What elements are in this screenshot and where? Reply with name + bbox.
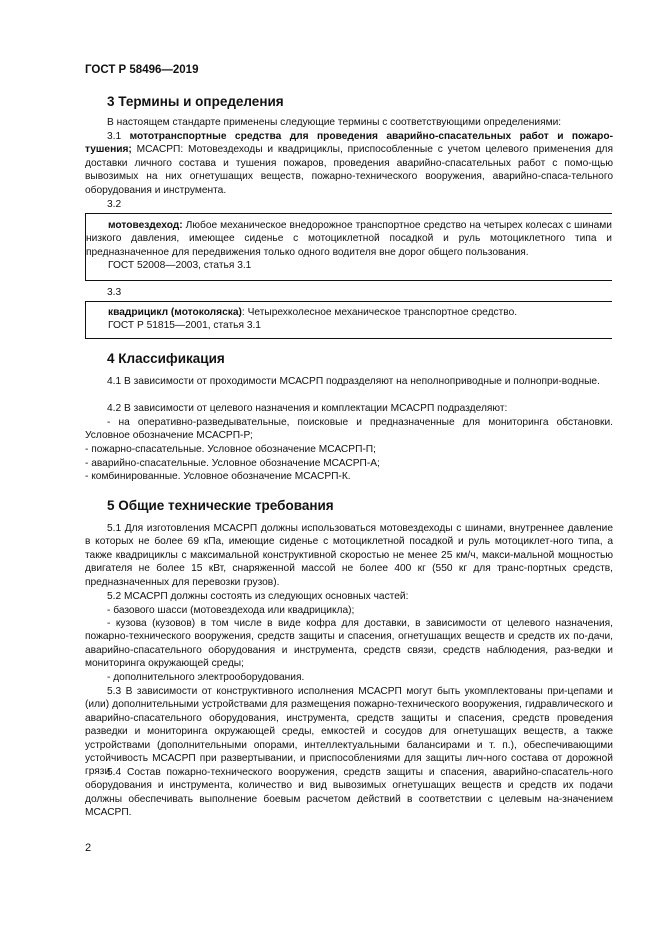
section-3-intro: В настоящем стандарте применены следующие термины с соответствующими определениями:: [107, 117, 562, 128]
term-3-1: [85, 130, 613, 197]
section-4-p1: 4.1 В зависимости от проходимости МСАСРП подразделяют на неполноприводные и полнопри-водные.: [107, 376, 600, 387]
section-5-list-3: - дополнительного электрооборудования.: [107, 672, 305, 683]
section-3-title: 3 Термины и определения: [107, 94, 284, 109]
term-3-2-box: [85, 213, 612, 281]
term-3-2-source: ГОСТ 52008—2003, статья 3.1: [108, 260, 252, 272]
term-3-1-definition: МСАСРП: Мотовездеходы и квадрициклы, приспособленные с учетом целевого применения для доставки личного состава и тушения пожаров, проведения аварийно-спасательных работ с помо-щью вывозимых на них огнетушащих веществ, пожарно-технического вооружения, аварийно-спаса-тельного оборудования и инструмента.: [85, 144, 613, 196]
section-4-p2: 4.2 В зависимости от целевого назначения и комплектации МСАСРП подразделяют:: [107, 403, 508, 414]
section-4-title: 4 Классификация: [107, 351, 225, 366]
section-5-list-2: - кузова (кузовов) в том числе в виде кофра для доставки, в зависимости от целевого назначения, пожарно-технического вооружения, средств защиты и спасения, огнетушащих веществ и средств их по-дачи, аварийно-спасательного оборудования и инструмента, средств связи, средств наблюдения, раз-ведки и мониторинга окружающей среды;: [85, 618, 613, 670]
term-3-2-definition: Любое механическое внедорожное транспортное средство на четырех колесах с шинами низкого давления, имеющее сиденье с мотоциклетной посадкой и руль мотоциклетного типа и предназначенное для передвижения только одного водителя вне дорог общего пользования.: [86, 220, 612, 258]
term-3-2-number: 3.2: [107, 199, 122, 210]
term-3-1-number: 3.1: [107, 131, 122, 142]
section-5-title: 5 Общие технические требования: [107, 498, 334, 513]
section-5-p1: 5.1 Для изготовления МСАСРП должны использоваться мотовездеходы с шинами, внутреннее давление в которых не более 69 кПа, имеющие сиденье с мотоциклетной посадкой и руль мотоциклет-ного типа, а также квадрициклы с максимальной конструктивной скоростью не менее 25 км/ч, макси-мальной мощностью двигателя не более 15 кВт, снаряженной массой не более 400 кг (550 кг для транс-портных средств, предназначенных для перевозки грузов).: [85, 523, 613, 588]
term-3-3-box: [85, 301, 612, 339]
term-3-3-source: ГОСТ Р 51815—2001, статья 3.1: [108, 320, 261, 332]
section-5-p2: 5.2 МСАСРП должны состоять из следующих основных частей:: [107, 591, 409, 602]
section-5-p4: 5.4 Состав пожарно-технического вооружения, средств защиты и спасения, аварийно-спасатель-ного оборудования и инструмента, количество и вид вывозимых огнетушащих веществ и средств их подачи должны обеспечивать выполнение боевым расчетом действий в соответствии с целевым на-значением МСАСРП.: [85, 767, 613, 819]
term-3-3: [86, 302, 612, 319]
section-5-list-1: - базового шасси (мотовездехода или квадрицикла);: [107, 605, 355, 616]
section-5-p3: 5.3 В зависимости от конструктивного исполнения МСАСРП могут быть укомплектованы при-цепами и (или) дополнительными устройствами для размещения пожарно-технического вооружения, гидравлического и аварийно-спасательного оборудования, инструмента, средств защиты и спасения, средств проведения разведки и мониторинга окружающей среды, емкостей и сосудов для огнетушащих веществ, а также устройствами (дополнительными опорами, интеллектуальными балансирами и т. п.), обеспечивающими устойчивость МСАСРП при развертывании, и приспособлениями для защиты лич-ного состава от дорожной грязи.: [85, 686, 613, 778]
page-number: 2: [85, 842, 92, 854]
term-3-3-definition: : Четырехколесное механическое транспортное средство.: [241, 307, 518, 318]
section-4-list-1: - на оперативно-разведывательные, поисковые и предназначенные для мониторинга обстановки. Условное обозначение МСАСРП-Р;: [85, 417, 613, 442]
term-3-2: [86, 214, 612, 259]
term-3-1-term: мототранспортные средства для проведения аварийно-спасательных работ и пожаро-тушения;: [85, 131, 613, 156]
term-3-2-term: мотовездеход:: [108, 220, 183, 231]
term-3-3-number: 3.3: [107, 287, 122, 298]
document-header: ГОСТ Р 58496—2019: [85, 64, 199, 76]
section-4-list-3: - аварийно-спасательные. Условное обозначение МСАСРП-А;: [85, 458, 380, 469]
section-4-list-4: - комбинированные. Условное обозначение МСАСРП-К.: [85, 471, 351, 482]
section-4-list-2: - пожарно-спасательные. Условное обозначение МСАСРП-П;: [85, 444, 376, 455]
term-3-3-term: квадрицикл (мотоколяска): [108, 307, 242, 318]
